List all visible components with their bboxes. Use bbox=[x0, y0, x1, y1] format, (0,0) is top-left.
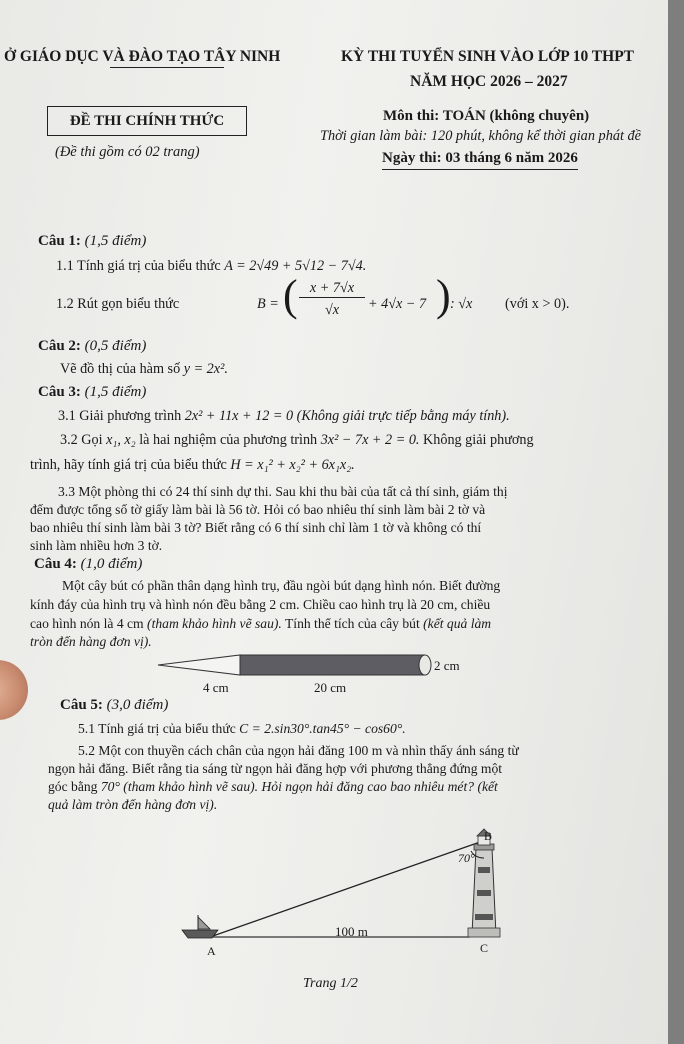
q4-heading bbox=[34, 556, 142, 573]
q4-title: Câu 4: bbox=[34, 556, 77, 572]
q5-part1-expr: C = 2.sin30°.tan45° − cos60°. bbox=[239, 721, 406, 736]
q3-heading bbox=[38, 384, 146, 401]
q3-part2-vars: x₁, x₂ bbox=[106, 432, 136, 448]
lighthouse-band-2 bbox=[477, 890, 491, 896]
q1-part2-text: 1.2 Rút gọn biểu thức bbox=[56, 296, 180, 312]
q2-heading bbox=[38, 338, 146, 355]
q5-part2-line3-a: góc bằng bbox=[48, 779, 98, 794]
q3-part2-c: Không giải phương bbox=[423, 432, 534, 448]
lighthouse-figure bbox=[170, 822, 510, 962]
pen-diameter-label: 2 cm bbox=[434, 658, 460, 673]
q3-part3-line4: sinh làm nhiều hơn 3 tờ. bbox=[30, 538, 163, 553]
q3-part1-text: 3.1 Giải phương trình bbox=[58, 408, 182, 424]
q5-title: Câu 5: bbox=[60, 697, 103, 713]
q4-line4: tròn đến hàng đơn vị). bbox=[30, 634, 152, 649]
boat-hull bbox=[182, 930, 218, 938]
q5-part1 bbox=[78, 721, 406, 737]
q5-part2-angle: 70° bbox=[100, 779, 120, 794]
point-c-label: C bbox=[480, 941, 489, 955]
q3-part2-eq: 3x² − 7x + 2 = 0. bbox=[320, 432, 420, 448]
lighthouse-base bbox=[468, 928, 500, 937]
q2-text: Vẽ đồ thị của hàm số bbox=[60, 361, 181, 377]
q3-part2-line1 bbox=[60, 432, 534, 449]
point-b-label: B bbox=[484, 829, 493, 843]
header-pages: (Đề thi gồm có 02 trang) bbox=[55, 144, 200, 160]
pen-cylinder bbox=[240, 655, 425, 675]
q2-body bbox=[60, 361, 228, 378]
official-exam-box: ĐỀ THI CHÍNH THỨC bbox=[47, 106, 247, 136]
q1-part1-text: 1.1 Tính giá trị của biểu thức bbox=[56, 258, 221, 274]
header-exam: KỲ THI TUYỂN SINH VÀO LỚP 10 THPT bbox=[341, 48, 634, 65]
q5-part2-line3-c: (tham khảo hình vẽ sau). Hỏi ngọn hải đăng cao bao nhiêu mét? (kết bbox=[123, 779, 498, 794]
q1-paren-open: ( bbox=[283, 271, 298, 320]
q4-line3-c: Tính thể tích của cây bút bbox=[284, 616, 420, 631]
q3-part1-note: (Không giải trực tiếp bằng máy tính). bbox=[296, 408, 510, 424]
q4-line3 bbox=[30, 616, 491, 632]
q3-part3-line3: bao nhiêu thí sinh làm bài 3 tờ? Biết rằng có 6 thí sinh chỉ làm 1 tờ và không có thí bbox=[30, 520, 482, 535]
pen-cone-length-label: 4 cm bbox=[203, 680, 229, 695]
q4-line2: kính đáy của hình trụ và hình nón đều bằng 2 cm. Chiều cao hình trụ là 20 cm, chiều bbox=[30, 597, 491, 612]
q4-line1: Một cây bút có phần thân dạng hình trụ, đầu ngòi bút dạng hình nón. Biết đường bbox=[62, 578, 501, 593]
q1-part2-lhs: B = bbox=[257, 296, 279, 312]
q2-title: Câu 2: bbox=[38, 338, 81, 354]
q1-part2-rest: + 4√x − 7 bbox=[368, 296, 427, 312]
q3-part1 bbox=[58, 408, 510, 425]
header-subject: Môn thi: TOÁN (không chuyên) bbox=[383, 108, 590, 124]
pen-figure bbox=[150, 648, 480, 698]
header-underline bbox=[110, 67, 224, 68]
q3-part2-line2 bbox=[30, 457, 355, 474]
q5-part2-line4: quả làm tròn đến hàng đơn vị). bbox=[48, 797, 218, 812]
q1-paren-close: ) bbox=[436, 271, 451, 320]
q4-line3-a: cao hình nón là 4 cm bbox=[30, 616, 144, 631]
thumb-shadow bbox=[0, 660, 28, 720]
q5-part2-line1: 5.2 Một con thuyền cách chân của ngọn hải đăng 100 m và nhìn thấy ánh sáng từ bbox=[78, 743, 519, 758]
q5-part2-line2: ngọn hải đăng. Biết rằng tia sáng từ ngọn hải đăng hợp với phương thẳng đứng một bbox=[48, 761, 503, 776]
q1-points: (1,5 điểm) bbox=[84, 233, 147, 249]
q1-title: Câu 1: bbox=[38, 233, 81, 249]
header-date: Ngày thi: 03 tháng 6 năm 2026 bbox=[382, 150, 578, 170]
distance-label: 100 m bbox=[335, 924, 368, 939]
q3-points: (1,5 điểm) bbox=[84, 384, 147, 400]
background-edge bbox=[668, 0, 684, 1044]
q5-heading bbox=[60, 697, 168, 714]
q1-part1 bbox=[56, 258, 366, 275]
lighthouse-band-1 bbox=[478, 867, 490, 873]
q3-part2-expr: H = x₁² + x₂² + 6x₁x₂. bbox=[230, 457, 355, 473]
pen-cone bbox=[158, 655, 240, 675]
q4-line3-b: (tham khảo hình vẽ sau). bbox=[147, 616, 282, 631]
q4-points: (1,0 điểm) bbox=[80, 556, 143, 572]
light-ray-line bbox=[210, 842, 480, 937]
q1-fraction-num: x + 7√x bbox=[299, 280, 365, 298]
q3-part2-line2-text: trình, hãy tính giá trị của biểu thức bbox=[30, 457, 227, 473]
lighthouse-band-3 bbox=[475, 914, 493, 920]
header-time: Thời gian làm bài: 120 phút, không kể thời gian phát đề bbox=[320, 128, 642, 144]
q1-fraction-den: √x bbox=[324, 302, 340, 318]
boat bbox=[182, 915, 218, 938]
q3-title: Câu 3: bbox=[38, 384, 81, 400]
q5-part1-text: 5.1 Tính giá trị của biểu thức bbox=[78, 721, 236, 736]
q3-part2-b: là hai nghiệm của phương trình bbox=[139, 432, 318, 448]
q4-line3-d: (kết quả làm bbox=[423, 616, 492, 631]
q3-part1-expr: 2x² + 11x + 12 = 0 bbox=[184, 408, 294, 424]
q1-part2-cond: (với x > 0). bbox=[505, 296, 570, 312]
header-year: NĂM HỌC 2026 – 2027 bbox=[410, 73, 568, 90]
angle-label: 70° bbox=[458, 851, 475, 865]
q1-part1-expr: A = 2√49 + 5√12 − 7√4. bbox=[224, 258, 367, 274]
boat-sail bbox=[198, 917, 210, 929]
q2-points: (0,5 điểm) bbox=[84, 338, 147, 354]
q5-points: (3,0 điểm) bbox=[106, 697, 169, 713]
q2-expr: y = 2x². bbox=[183, 361, 228, 377]
q3-part3-line2: đếm được tổng số tờ giấy làm bài là 56 tờ. Hỏi có bao nhiêu thí sinh làm bài 2 tờ và bbox=[30, 502, 486, 517]
q1-part2-div: : √x bbox=[450, 296, 473, 312]
q1-heading bbox=[38, 233, 146, 250]
q3-part3-line1: 3.3 Một phòng thi có 24 thí sinh dự thi. Sau khi thu bài của tất cả thí sinh, giám thị bbox=[58, 484, 508, 499]
header-dept: Ở GIÁO DỤC VÀ ĐÀO TẠO TÂY NINH bbox=[4, 48, 281, 65]
q5-part2-line3 bbox=[48, 779, 498, 795]
pen-base-ellipse bbox=[419, 655, 431, 675]
point-a-label: A bbox=[207, 944, 216, 958]
page-number: Trang 1/2 bbox=[303, 976, 358, 991]
q3-part2-a: 3.2 Gọi bbox=[60, 432, 103, 448]
pen-cylinder-length-label: 20 cm bbox=[314, 680, 347, 695]
